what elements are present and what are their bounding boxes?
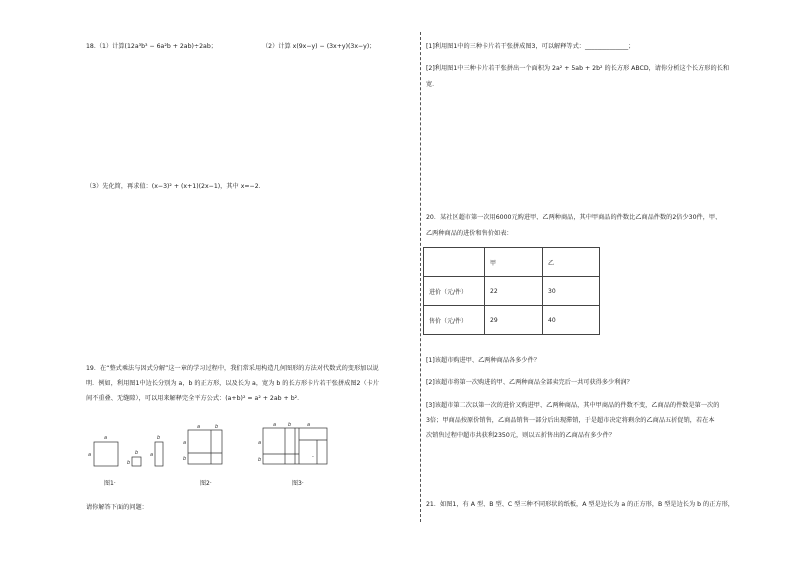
- q18-part1: 18.（1）计算(12a³b³ − 6a²b + 2ab)÷2ab；: [86, 43, 217, 50]
- table-cell: 40: [543, 306, 600, 335]
- q20-sub3-line1: [3]该超市第二次以第一次的进价又购进甲、乙两种商品，其中甲商品的件数不变，乙商品的件数是第一次的: [426, 402, 720, 409]
- q20-line2: 乙两种商品的进价和售价如表：: [426, 230, 513, 237]
- table-cell: 进价（元/件）: [424, 277, 485, 306]
- fig1-label-b-side: b: [127, 460, 131, 466]
- table-row: [424, 306, 600, 335]
- table-row: [424, 277, 600, 306]
- svg-text:b: b: [288, 422, 292, 428]
- q19-prompt: 请你解答下面的问题：: [86, 504, 148, 511]
- table-cell: 甲: [485, 248, 543, 277]
- square-b: [132, 457, 141, 466]
- q19-line3: 间不重叠、无缝隙），可以用来解释完全平方公式：(a+b)² = a² + 2ab + b²．: [86, 395, 304, 402]
- q18-part2: （2）计算 x(9x−y) − (3x+y)(3x−y)；: [262, 43, 376, 50]
- svg-text:b: b: [258, 457, 262, 463]
- price-table: [423, 247, 600, 335]
- svg-text:a: a: [307, 422, 311, 428]
- q18-part3: （3）先化简，再求值：(x−3)² + (x+1)(2x−1)，其中 x=−2．: [86, 183, 265, 190]
- fig1-label-b-top: b: [135, 450, 139, 456]
- figure-1: [86, 425, 186, 475]
- figure-1-caption: 图1·: [104, 480, 116, 487]
- svg-text:a: a: [183, 440, 187, 446]
- svg-text:b: b: [215, 424, 219, 430]
- fig1-label-a-side: a: [88, 452, 92, 458]
- q20-sub3-line2: 3倍；甲商品按原价销售，乙商品销售一部分后出现滞销，于是超市决定将剩余的乙商品五折促销，若在本: [426, 417, 715, 424]
- table-header-row: [424, 248, 600, 277]
- q20-sub2: [2]该超市将第一次购进的甲、乙两种商品全部卖完后一共可获得多少利润？: [426, 379, 633, 386]
- q19-sub1: [1]利用图1中的三种卡片若干张拼成图3，可以解释等式：______________；: [426, 43, 635, 50]
- svg-text:a: a: [273, 422, 277, 428]
- fig1-label-a-top: a: [104, 435, 108, 441]
- q21-line1: 21．如图1，有 A 型、B 型、C 型三种不同形状的纸板，A 型是边长为 a 的正方形，B 型是边长为 b 的正方形，: [426, 501, 734, 508]
- q19-sub2: [2]利用图1中三种卡片若干张拼出一个面积为 2a² + 5ab + 2b² 的长方形 ABCD，请你分析这个长方形的长和: [426, 65, 730, 72]
- q20-sub1: [1]该超市购进甲、乙两种商品各多少件？: [426, 357, 540, 364]
- square-a: [94, 442, 118, 466]
- table-cell: 售价（元/件）: [424, 306, 485, 335]
- svg-text:b: b: [183, 456, 187, 462]
- svg-text:a: a: [258, 440, 262, 446]
- figure-2: [182, 420, 242, 470]
- q20-sub3-line3: 次销售过程中超市共获利2350元，则以五折售出的乙商品有多少件？: [426, 432, 615, 439]
- q19-line2: 明．例如，利用图1中边长分别为 a，b 的正方形，以及长为 a，宽为 b 的长方形卡片若干张拼成图2（卡片: [86, 380, 380, 387]
- table-cell: 29: [485, 306, 543, 335]
- q20-line1: 20．某社区超市第一次用6000元购进甲、乙两种商品，其中甲商品的件数比乙商品件数的2倍少30件，甲、: [426, 214, 722, 221]
- fig1-label-a-rect: a: [150, 452, 154, 458]
- q19-sub2-cont: 宽．: [426, 81, 439, 88]
- table-cell: 30: [543, 277, 600, 306]
- svg-text:-: -: [312, 454, 314, 460]
- column-divider: [420, 32, 421, 522]
- figure-3-caption: 图3·: [292, 480, 304, 487]
- q19-line1: 19．在“整式乘法与因式分解”这一章的学习过程中，我们常采用构造几何图形的方法对代数式的变形加以说: [86, 365, 379, 372]
- table-cell: 乙: [543, 248, 600, 277]
- figure-2-caption: 图2·: [200, 480, 212, 487]
- svg-text:a: a: [197, 424, 201, 430]
- figure-3: [255, 418, 335, 474]
- rect-ab: [155, 442, 163, 466]
- table-cell: 22: [485, 277, 543, 306]
- table-cell: [424, 248, 485, 277]
- fig1-label-b-rect: b: [157, 435, 161, 441]
